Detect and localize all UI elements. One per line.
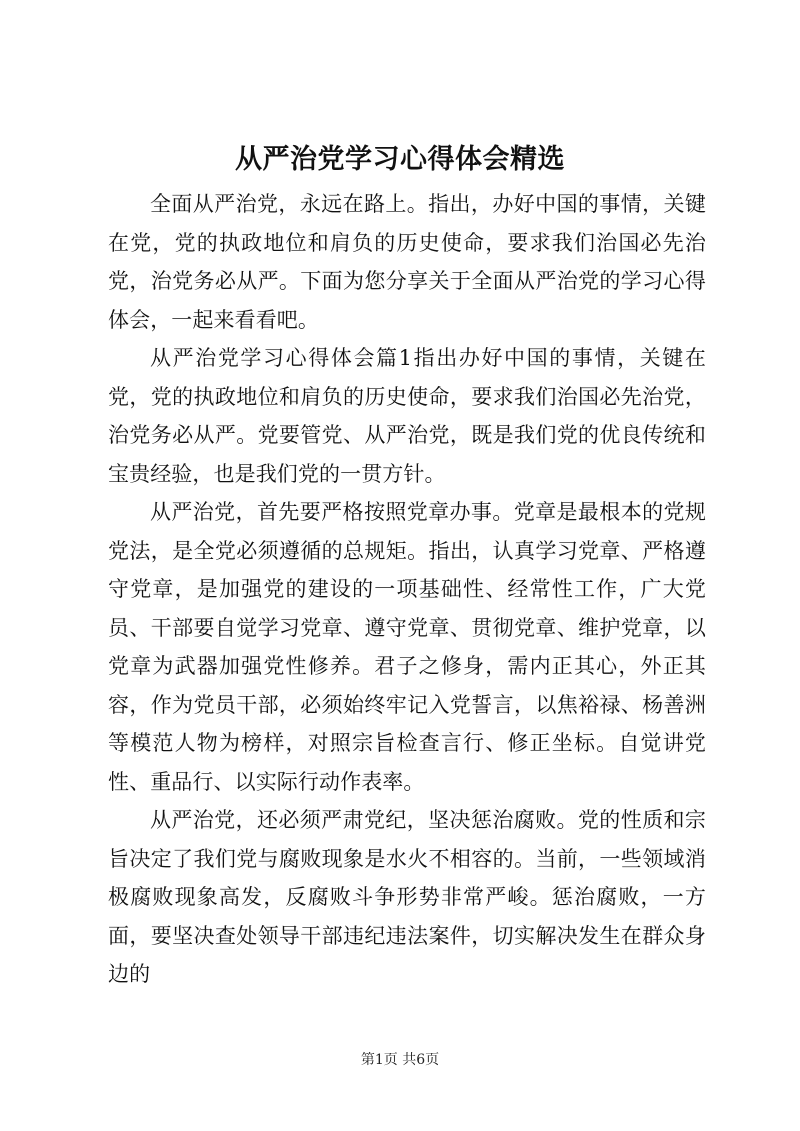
- paragraph-2: 从严治党学习心得体会篇1指出办好中国的事情，关键在党，党的执政地位和肩负的历史使命，要求我们治国必先治党，治党务必从严。党要管党、从严治党，既是我们党的优良传统和宝贵经验，也是我们党的一贯方针。: [108, 346, 706, 486]
- paragraph-3: 从严治党，首先要严格按照党章办事。党章是最根本的党规党法，是全党必须遵循的总规矩。指出，认真学习党章、严格遵守党章，是加强党的建设的一项基础性、经常性工作，广大党员、干部要自觉学习党章、遵守党章、贯彻党章、维护党章，以党章为武器加强党性修养。君子之修身，需内正其心，外正其容，作为党员干部，必须始终牢记入党誓言，以焦裕禄、杨善洲等模范人物为榜样，对照宗旨检查言行、修正坐标。自觉讲党性、重品行、以实际行动作表率。: [108, 500, 706, 794]
- document-title: 从严治党学习心得体会精选: [235, 144, 565, 175]
- document-body: [108, 185, 706, 994]
- page-footer: [0, 1050, 800, 1070]
- paragraph-1: 全面从严治党，永远在路上。指出，办好中国的事情，关键在党，党的执政地位和肩负的历史使命，要求我们治国必先治党，治党务必从严。下面为您分享关于全面从严治党的学习心得体会，一起来看看吧。: [108, 192, 706, 332]
- page-number-label: 第1页 共6页: [360, 1052, 440, 1068]
- paragraph-4: 从严治党，还必须严肃党纪，坚决惩治腐败。党的性质和宗旨决定了我们党与腐败现象是水火不相容的。当前，一些领域消极腐败现象高发，反腐败斗争形势非常严峻。惩治腐败，一方面，要坚决查处领导干部违纪违法案件，切实解决发生在群众身边的: [108, 808, 706, 986]
